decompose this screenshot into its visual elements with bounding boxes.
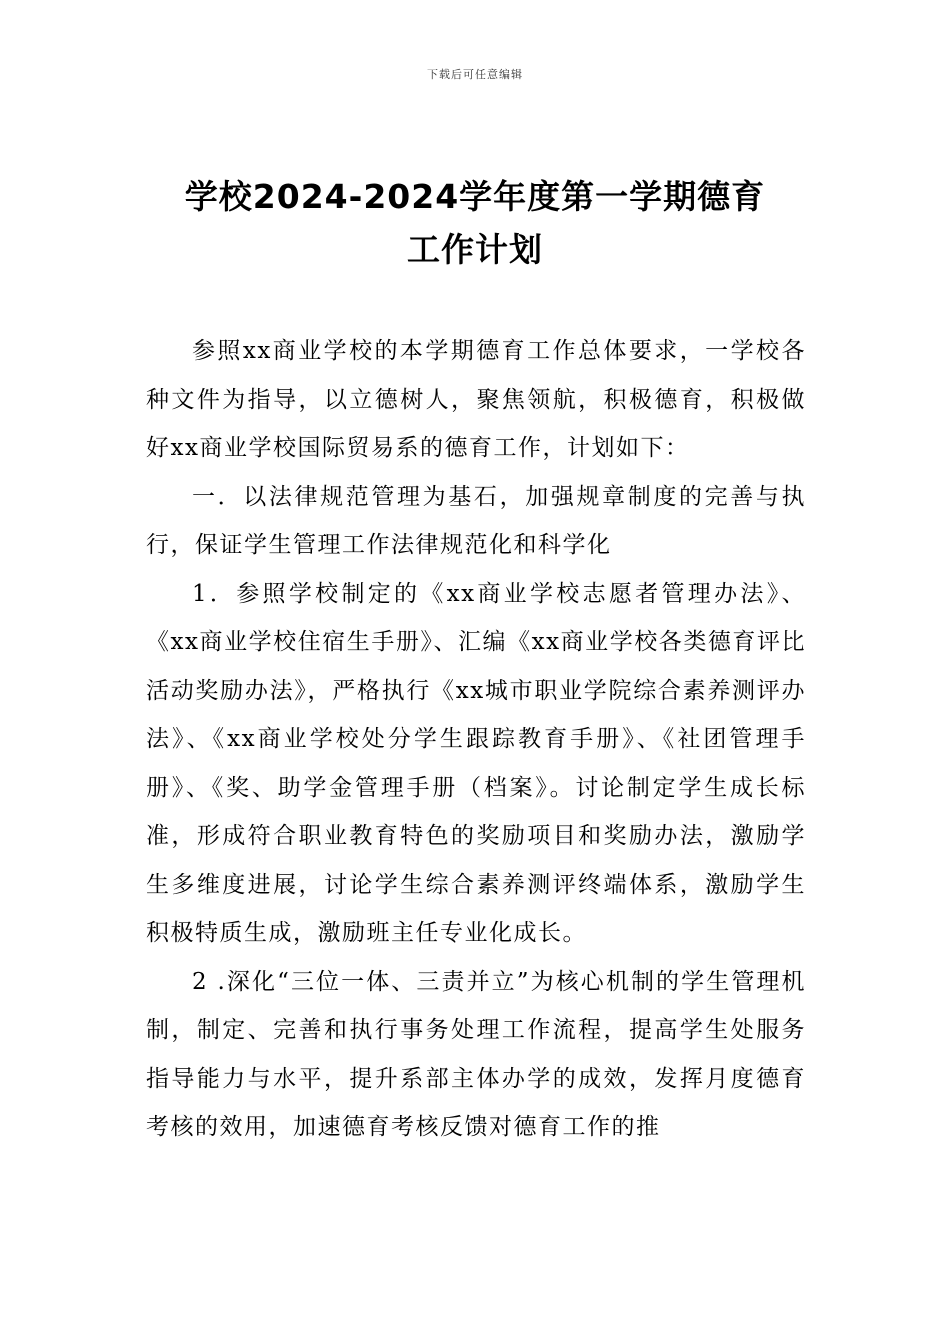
paragraph-item-1: 1．参照学校制定的《xx商业学校志愿者管理办法》、《xx商业学校住宿生手册》、汇编《xx商业学校各类德育评比活动奖励办法》，严格执行《xx城市职业学院综合素养测评办法》、《xx商业学校处分学生跟踪教育手册》、《社团管理手册》、《奖、助学金管理手册（档案》。讨论制定学生成长标准，形成符合职业教育特色的奖励项目和奖励办法，激励学生多维度进展，讨论学生综合素养测评终端体系，激励学生积极特质生成，激励班主任专业化成长。 [146, 580, 806, 946]
title-line-1: 学校2024-2024学年度第一学期德育 [184, 177, 766, 216]
document-title [120, 170, 830, 276]
header-note: 下载后可任意编辑 [427, 68, 523, 81]
document-body [146, 327, 806, 1152]
paragraph-intro: 参照xx商业学校的本学期德育工作总体要求，一学校各种文件为指导，以立德树人，聚焦领航，积极德育，积极做好xx商业学校国际贸易系的德育工作，计划如下： [146, 338, 806, 461]
paragraph-section-1-heading: 一．以法律规范管理为基石，加强规章制度的完善与执行，保证学生管理工作法律规范化和科学化 [146, 483, 806, 558]
title-line-2: 工作计划 [407, 230, 543, 269]
paragraph-item-2: 2 .深化“三位一体、三责并立”为核心机制的学生管理机制，制定、完善和执行事务处理工作流程，提高学生处服务指导能力与水平，提升系部主体办学的成效，发挥月度德育考核的效用，加速德育考核反馈对德育工作的推 [146, 968, 806, 1140]
